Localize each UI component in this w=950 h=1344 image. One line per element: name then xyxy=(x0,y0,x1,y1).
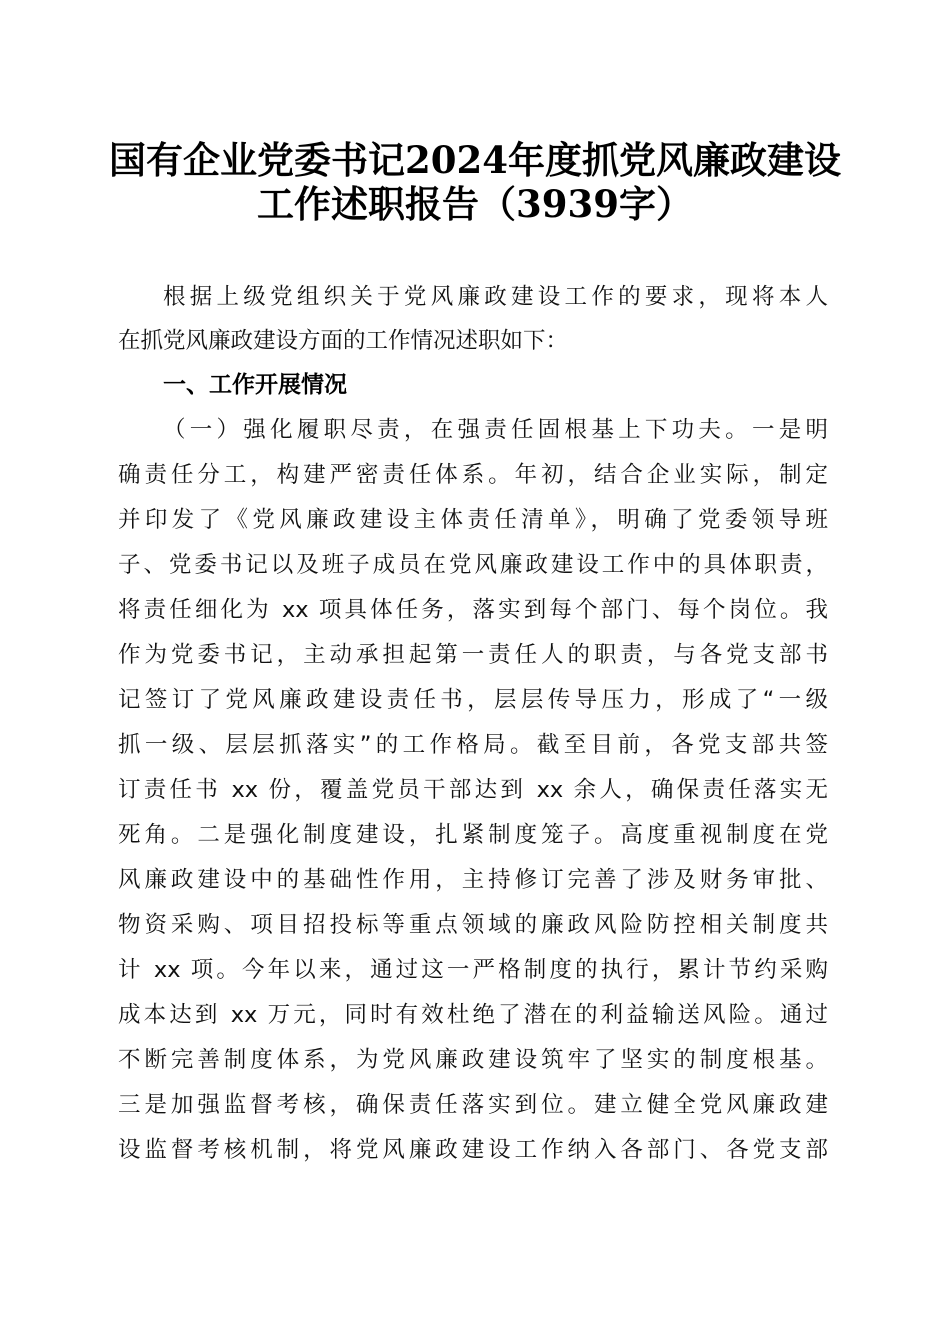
intro-paragraph-line: 根据上级党组织关于党风廉政建设工作的要求，现将本人 xyxy=(163,284,828,310)
body-paragraph-line: 将责任细化为 xx 项具体任务，落实到每个部门、每个岗位。我 xyxy=(118,597,828,623)
body-paragraph-line: 订责任书 xx 份，覆盖党员干部达到 xx 余人，确保责任落实无 xyxy=(118,777,828,803)
body-paragraph-line: 三是加强监督考核，确保责任落实到位。建立健全党风廉政建 xyxy=(118,1092,828,1118)
body-paragraph-line: 设监督考核机制，将党风廉政建设工作纳入各部门、各党支部 xyxy=(118,1137,828,1163)
body-paragraph-line: 死角。二是强化制度建设，扎紧制度笼子。高度重视制度在党 xyxy=(118,822,828,848)
body-paragraph-line: 物资采购、项目招投标等重点领域的廉政风险防控相关制度共 xyxy=(118,912,828,938)
body-paragraph-line: 计 xx 项。今年以来，通过这一严格制度的执行，累计节约采购 xyxy=(118,957,828,983)
body-paragraph-line: 风廉政建设中的基础性作用，主持修订完善了涉及财务审批、 xyxy=(118,867,828,893)
body-paragraph-line: 确责任分工，构建严密责任体系。年初，结合企业实际，制定 xyxy=(118,462,828,488)
body-paragraph-line: 子、党委书记以及班子成员在党风廉政建设工作中的具体职责， xyxy=(118,552,828,578)
body-paragraph-line: 抓一级、层层抓落实”的工作格局。截至目前，各党支部共签 xyxy=(118,732,828,758)
document-title-line-1: 国有企业党委书记2024年度抓党风廉政建设 xyxy=(109,138,841,182)
body-paragraph-line: 记签订了党风廉政建设责任书，层层传导压力，形成了“一级 xyxy=(118,687,828,713)
body-paragraph-line: 成本达到 xx 万元，同时有效杜绝了潜在的利益输送风险。通过 xyxy=(118,1002,828,1028)
body-paragraph-line: 作为党委书记，主动承担起第一责任人的职责，与各党支部书 xyxy=(118,642,828,668)
intro-paragraph-line: 在抓党风廉政建设方面的工作情况述职如下： xyxy=(118,328,569,354)
body-paragraph-line: 不断完善制度体系，为党风廉政建设筑牢了坚实的制度根基。 xyxy=(118,1047,828,1073)
document-title-line-2: 工作述职报告（3939字） xyxy=(257,182,693,226)
body-paragraph-line: （一）强化履职尽责，在强责任固根基上下功夫。一是明 xyxy=(163,417,828,443)
section-heading: 一、工作开展情况 xyxy=(163,372,347,398)
body-paragraph-line: 并印发了《党风廉政建设主体责任清单》，明确了党委领导班 xyxy=(118,507,828,533)
